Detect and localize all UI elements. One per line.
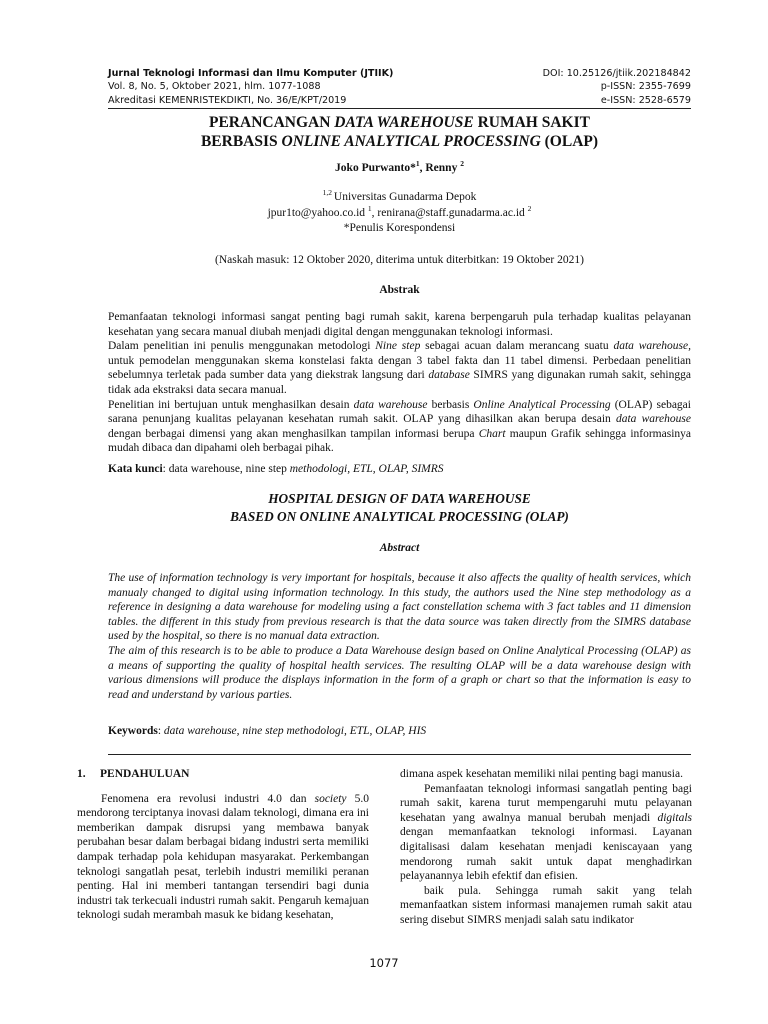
title-italic-text: DATA WAREHOUSE — [334, 114, 474, 131]
abstract-body — [108, 571, 691, 702]
e-issn: e-ISSN: 2528-6579 — [600, 94, 691, 106]
kata-kunci: Kata kunci: data warehouse, nine step methodologi, ETL, OLAP, SIMRS — [108, 463, 444, 475]
body-paragraph: Pemanfaatan teknologi informasi sangatlah penting bagi rumah sakit, karena turut mempengaruhi mutu pelayanan kesehatan yang awalnya manual berubah menjadi digitals dengan memanfaatkan teknologi informasi. Layanan digitalisasi dalam kesehatan menjadi keniscayaan yang mendorong rumah sakit untuk dapat menghadirkan pelayanannya lebih efektif dan efisien. — [400, 782, 692, 883]
english-title-line: HOSPITAL DESIGN OF DATA WAREHOUSE — [268, 491, 531, 506]
kata-kunci-value: data warehouse, nine step — [168, 463, 290, 475]
body-column-right — [400, 767, 692, 928]
title-italic-text: ONLINE ANALYTICAL PROCESSING — [281, 132, 541, 150]
title-text: BERBASIS — [200, 132, 282, 150]
abstrak-body — [108, 310, 691, 456]
author-affil-mark: 1 — [415, 159, 420, 169]
email-separator: , — [371, 206, 378, 219]
kata-kunci-value: methodologi, ETL, OLAP, SIMRS — [289, 463, 444, 475]
submission-dates: (Naskah masuk: 12 Oktober 2020, diterima untuk diterbitkan: 19 Oktober 2021) — [215, 254, 584, 266]
abstract-paragraph: The use of information technology is very important for hospitals, because it also affects the quality of health services, which manualy changed to digital using information technology. In this study, the authors used the Nine step methodology as a reference in designing a data warehouse for modeling using a fact constellation schema with 3 fact tables and 11 dimension tables. the different in this study from previous research is that the data source was taken directly from the SIMRS database used by the hospital, so there is no manual data extraction. — [108, 572, 691, 643]
abstrak-paragraph: Pemanfaatan teknologi informasi sangat penting bagi rumah sakit, karena berpengaruh pula terhadap kualitas pelayanan kesehatan yang secara manual diubah menjadi digital dengan menggunakan teknologi informasi. — [108, 311, 691, 338]
body-paragraph: dimana aspek kesehatan memiliki nilai penting bagi manusia. — [400, 768, 683, 780]
affil-mark: 1 — [367, 203, 372, 213]
header-divider — [108, 108, 691, 109]
paper-title — [108, 114, 691, 151]
english-title — [108, 490, 691, 526]
keywords: Keywords: data warehouse, nine step methodologi, ETL, OLAP, HIS — [108, 725, 427, 737]
author-separator: , — [419, 162, 426, 174]
page-number: 1077 — [369, 956, 399, 970]
title-text: PERANCANGAN — [209, 114, 335, 131]
abstrak-heading: Abstrak — [379, 284, 420, 296]
abstract-paragraph: The aim of this research is to be able to produce a Data Warehouse design based on Online Analytical Processing (OLAP) as a means of supporting the quality of hospital health services. The resulting OLAP will be a data warehouse design with various dimensions will produce the displays information in the form of a graph or chart so that the information is easy to read and understand by various parties. — [108, 644, 691, 701]
abstrak-paragraph: Dalam penelitian ini penulis menggunakan metodologi Nine step sebagai acuan dalam merancang suatu data warehouse, untuk pemodelan menggunakan skema konstelasi fakta dengan 3 tabel fakta dan 11 tabel dimensi. Perbedaan penelitian sebelumnya terletak pada sumber data yang diekstrak langsung dari database SIMRS yang digunakan rumah sakit, sehingga tidak ada ekstraksi data secara manual. — [108, 340, 691, 396]
journal-name: Jurnal Teknologi Informasi dan Ilmu Komputer (JTIIK) — [108, 68, 394, 79]
body-paragraph: baik pula. Sehingga rumah sakit yang telah memanfaatkan sistem informasi manajemen rumah sakit atau sering disebut SIMRS menjadi salah satu indikator — [400, 884, 692, 926]
author-email: renirana@staff.gunadarma.ac.id — [377, 206, 528, 219]
keywords-label: Keywords — [108, 725, 158, 737]
kata-kunci-label: Kata kunci — [108, 463, 163, 475]
affil-mark: 1,2 — [322, 188, 334, 198]
author-affil-mark: 2 — [460, 159, 464, 169]
doi: DOI: 10.25126/jtiik.202184842 — [542, 68, 691, 79]
author-email: jpur1to@yahoo.co.id — [267, 206, 368, 219]
journal-accreditation: Akreditasi KEMENRISTEKDIKTI, No. 36/E/KPT/2019 — [108, 94, 347, 106]
title-text: RUMAH SAKIT — [473, 114, 590, 131]
keywords-value: data warehouse, nine step methodologi, ETL, OLAP, HIS — [163, 725, 427, 737]
university-name: Universitas Gunadarma Depok — [333, 191, 477, 203]
section-heading — [77, 767, 369, 782]
english-title-line: BASED ON ONLINE ANALYTICAL PROCESSING (OLAP) — [230, 509, 569, 524]
section-number: 1. — [77, 768, 86, 780]
abstrak-paragraph: Penelitian ini bertujuan untuk menghasilkan desain data warehouse berbasis Online Analytical Processing (OLAP) sebagai sarana penunjang kualitas pelayanan kesehatan rumah sakit. OLAP yang dihasilkan akan berupa desain data warehouse dengan berbagai dimensi yang akan menghasilkan tampilan informasi berupa Chart maupun Grafik sehingga informasinya mudah dibaca dan dipahami oleh berbagai pihak. — [108, 398, 692, 455]
abstract-heading: Abstract — [379, 542, 420, 554]
title-text: (OLAP) — [540, 132, 599, 150]
body-column-left — [77, 767, 369, 923]
author-list — [108, 159, 691, 174]
running-header-left — [108, 67, 393, 107]
author-name: Renny — [425, 162, 461, 174]
body-divider — [108, 754, 691, 755]
section-title: PENDAHULUAN — [100, 768, 190, 780]
p-issn: p-ISSN: 2355-7699 — [600, 81, 691, 93]
body-paragraph: Fenomena era revolusi industri 4.0 dan society 5.0 mendorong terciptanya inovasi dalam teknologi, dimana era ini memberikan dampak disrupsi yang membawa banyak perubahan besar dalam berbagai bidang industri serta memiliki dampak terhadap pola kehidupan masyarakat. Perkembangan teknologi sangatlah pesat, terlebih industri memiliki peranan penting. Hal ini memberi tantangan tersendiri bagi dunia industri tak terkecuali industri rumah sakit. Pengaruh kemajuan teknologi sudah merambah masuk ke bidang kesehatan, — [77, 792, 369, 922]
corresponding-note: *Penulis Korespondensi — [343, 222, 456, 234]
running-header-right — [543, 67, 691, 107]
author-name: Joko Purwanto* — [335, 162, 416, 174]
affil-mark: 2 — [527, 203, 532, 213]
affiliation-block — [108, 190, 691, 237]
journal-volume: Vol. 8, No. 5, Oktober 2021, hlm. 1077-1088 — [108, 81, 321, 93]
